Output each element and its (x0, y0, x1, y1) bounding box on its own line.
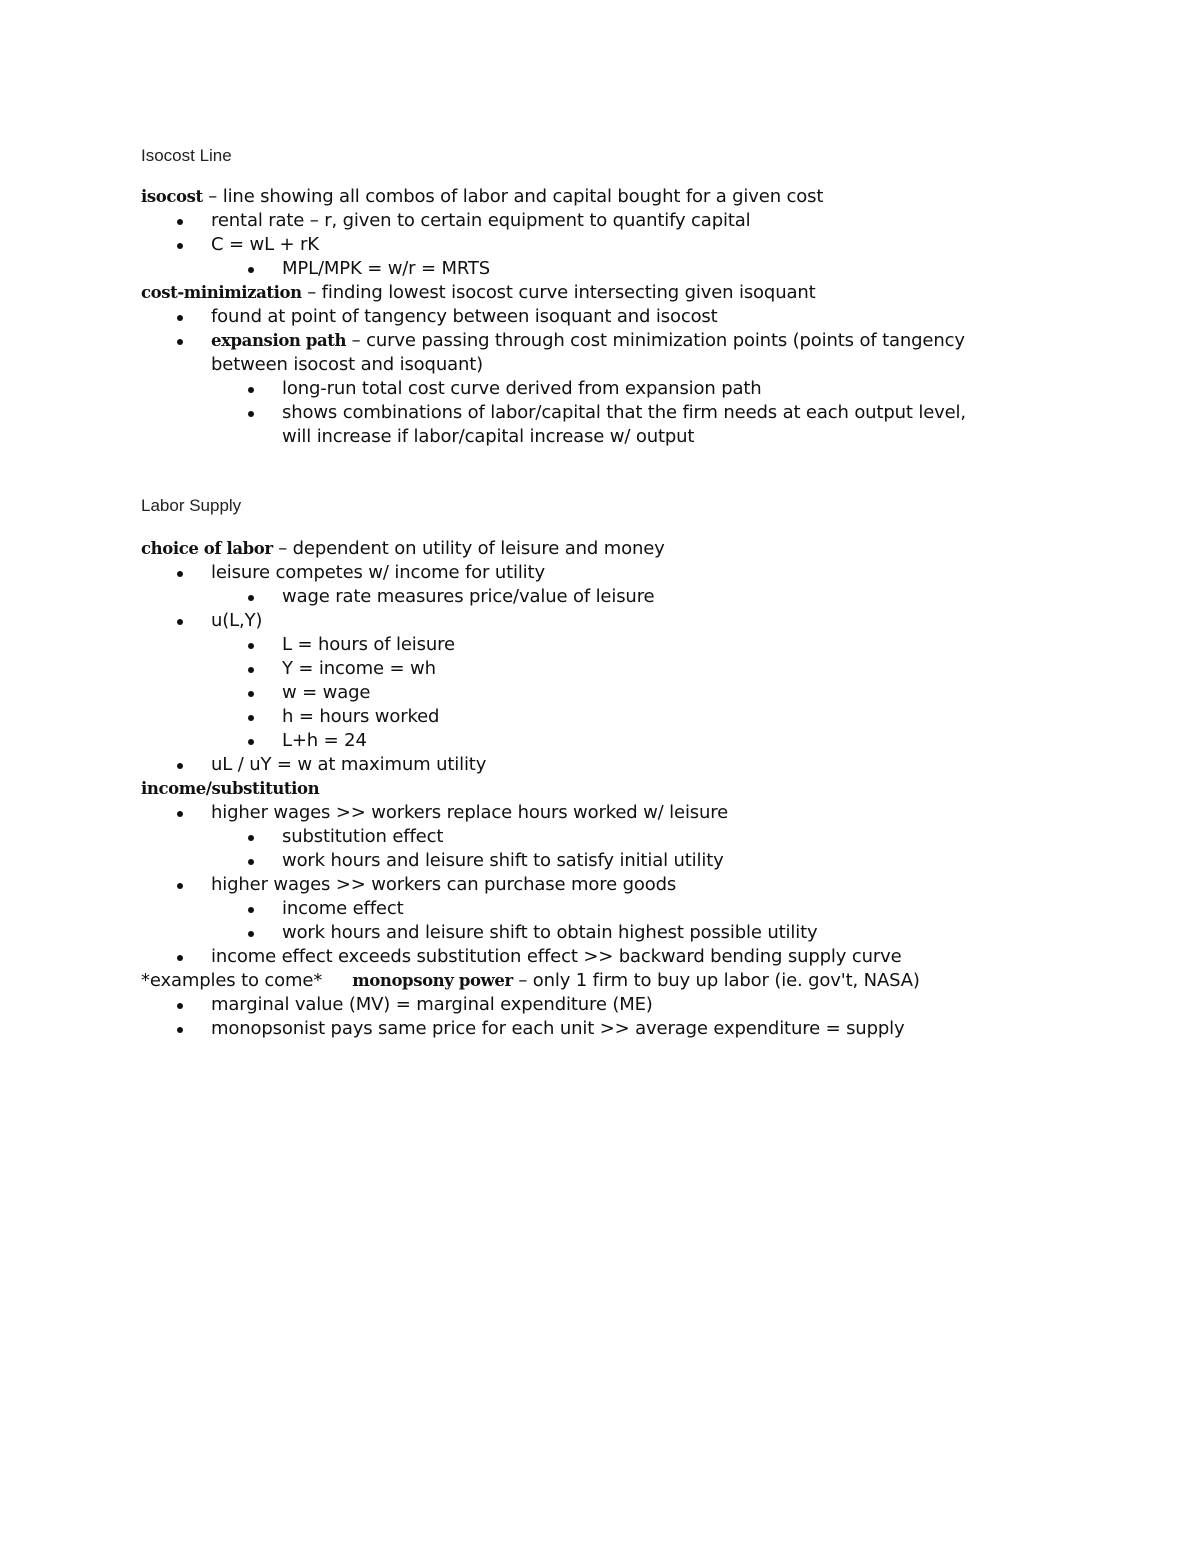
bullet-icon (248, 739, 254, 745)
bullet-item: income effect exceeds substitution effect >> backward bending supply curve (141, 945, 1071, 969)
bullet-icon (248, 859, 254, 865)
bullet-icon (248, 267, 254, 273)
bullet-icon (177, 763, 183, 769)
definition-line (141, 537, 1071, 561)
section-body-labor-supply (141, 537, 1071, 1041)
bullet-icon (248, 643, 254, 649)
bullet-item: found at point of tangency between isoquant and isocost (141, 305, 1071, 329)
bullet-icon (248, 715, 254, 721)
bullet-icon (177, 571, 183, 577)
bullet-icon (177, 339, 183, 345)
bullet-icon (177, 955, 183, 961)
sub-bullet-item: long-run total cost curve derived from expansion path (141, 377, 1071, 401)
term: income/substitution (141, 779, 320, 798)
term: isocost (141, 187, 203, 206)
bullet-icon (248, 595, 254, 601)
section-heading-isocost: Isocost Line (141, 146, 232, 165)
definition-text: – line showing all combos of labor and capital bought for a given cost (202, 186, 824, 207)
definition-text: – only 1 firm to buy up labor (ie. gov't, NASA) (512, 970, 920, 991)
sub-bullet-item: MPL/MPK = w/r = MRTS (141, 257, 1071, 281)
bullet-item: C = wL + rK (141, 233, 1071, 257)
sub-bullet-item: h = hours worked (141, 705, 1071, 729)
bullet-icon (177, 1003, 183, 1009)
definition-text: – finding lowest isocost curve intersecting given isoquant (301, 282, 816, 303)
bullet-icon (248, 667, 254, 673)
bullet-icon (177, 619, 183, 625)
definition-line (141, 969, 1071, 993)
bullet-item: leisure competes w/ income for utility (141, 561, 1071, 585)
bullet-continuation: between isocost and isoquant) (211, 354, 483, 375)
bullet-icon (248, 411, 254, 417)
definition-line (141, 185, 1071, 209)
term: expansion path (211, 331, 347, 350)
sub-bullet-item: shows combinations of labor/capital that the firm needs at each output level, (141, 401, 1071, 425)
bullet-icon (177, 1027, 183, 1033)
bullet-item: expansion path – curve passing through cost minimization points (points of tangency (141, 329, 1071, 353)
bullet-icon (248, 931, 254, 937)
bullet-icon (177, 219, 183, 225)
bullet-item: rental rate – r, given to certain equipment to quantify capital (141, 209, 1071, 233)
bullet-continuation: will increase if labor/capital increase w/ output (282, 426, 695, 447)
sub-bullet-item: wage rate measures price/value of leisure (141, 585, 1071, 609)
sub-bullet-item: income effect (141, 897, 1071, 921)
bullet-icon (177, 315, 183, 321)
bullet-icon (177, 243, 183, 249)
bullet-icon (177, 883, 183, 889)
bullet-item: higher wages >> workers can purchase more goods (141, 873, 1071, 897)
bullet-icon (248, 907, 254, 913)
definition-line (141, 281, 1071, 305)
sub-bullet-item: work hours and leisure shift to satisfy initial utility (141, 849, 1071, 873)
term: choice of labor (141, 539, 273, 558)
bullet-item: higher wages >> workers replace hours worked w/ leisure (141, 801, 1071, 825)
sub-bullet-item: Y = income = wh (141, 657, 1071, 681)
bullet-icon (248, 387, 254, 393)
section-body-isocost (141, 185, 1071, 449)
term: cost-minimization (141, 283, 302, 302)
definition-line (141, 777, 1071, 801)
sub-bullet-item: work hours and leisure shift to obtain highest possible utility (141, 921, 1071, 945)
bullet-item: u(L,Y) (141, 609, 1071, 633)
bullet-item: marginal value (MV) = marginal expenditure (ME) (141, 993, 1071, 1017)
bullet-item: uL / uY = w at maximum utility (141, 753, 1071, 777)
term: monopsony power (352, 971, 513, 990)
section-heading-labor-supply: Labor Supply (141, 496, 242, 515)
bullet-icon (177, 811, 183, 817)
bullet-item: monopsonist pays same price for each unit >> average expenditure = supply (141, 1017, 1071, 1041)
prefix-note: *examples to come* (141, 970, 323, 991)
sub-bullet-item: w = wage (141, 681, 1071, 705)
bullet-icon (248, 835, 254, 841)
sub-bullet-item: L+h = 24 (141, 729, 1071, 753)
sub-bullet-item: L = hours of leisure (141, 633, 1071, 657)
sub-bullet-item: substitution effect (141, 825, 1071, 849)
bullet-icon (248, 691, 254, 697)
definition-text: – dependent on utility of leisure and money (272, 538, 665, 559)
